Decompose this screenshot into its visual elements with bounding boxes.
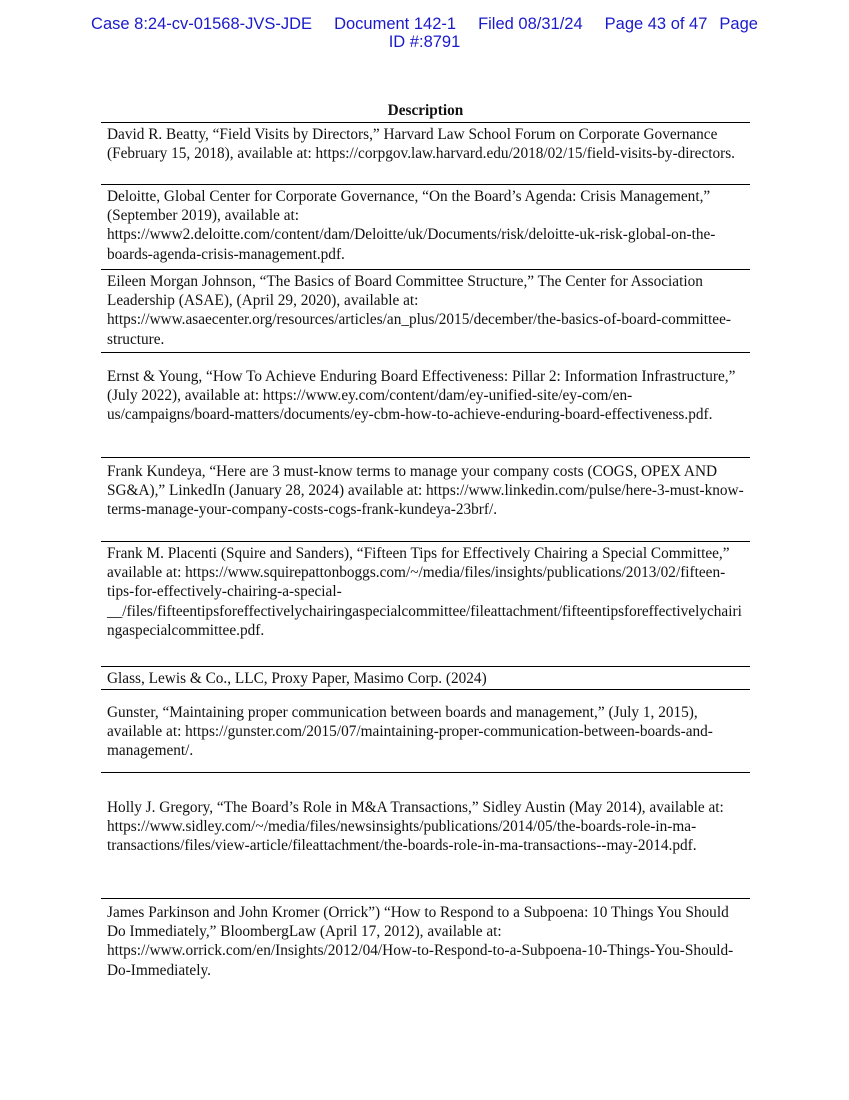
table-row — [101, 667, 750, 690]
table-row — [101, 270, 750, 353]
column-header-description: Description — [101, 101, 750, 123]
page-id-label: Page — [719, 15, 758, 33]
row-text: David R. Beatty, “Field Visits by Directors,” Harvard Law School Forum on Corporate Governance (February 15, 2018), available at: https://corpgov.law.harvard.edu/2018/02/15/field-visits-by-directors. — [107, 126, 736, 163]
case-number: Case 8:24-cv-01568-JVS-JDE — [91, 15, 313, 33]
row-text: Frank M. Placenti (Squire and Sanders), “Fifteen Tips for Effectively Chairing a Special Committee,” available at: https://www.squirepattonboggs.com/~/media/files/insights/publications/2013/02/fifteen-tips-for-effectively-chairing-a-special-__/files/fifteentipsforeffectivelychairingaspecialcommittee/fileattachment/fifteentipsforeffectivelychairingaspecialcommittee.pdf. — [107, 545, 742, 639]
page-number: Page 43 of 47 — [604, 15, 708, 33]
table-row — [101, 690, 750, 773]
row-text: Eileen Morgan Johnson, “The Basics of Board Committee Structure,” The Center for Association Leadership (ASAE), (April 29, 2020), available at: https://www.asaecenter.org/resources/articles/an_plus/2015/december/the-basics-of-board-committee-structure. — [107, 273, 731, 348]
row-text: Frank Kundeya, “Here are 3 must-know terms to manage your company costs (COGS, OPEX AND SG&A),” LinkedIn (January 28, 2024) available at: https://www.linkedin.com/pulse/here-3-must-know-terms-manage-your-company-costs-cogs-frank-kundeya-23brf/. — [107, 463, 744, 519]
row-text: Glass, Lewis & Co., LLC, Proxy Paper, Masimo Corp. (2024) — [107, 670, 487, 687]
table-row — [101, 899, 750, 999]
row-text: Gunster, “Maintaining proper communication between boards and management,” (July 1, 2015), available at: https://gunster.com/2015/07/maintaining-proper-communication-between-boards-and-management/. — [107, 704, 713, 760]
filed-date: Filed 08/31/24 — [478, 15, 583, 33]
header-line-1 — [0, 15, 849, 33]
document-number: Document 142-1 — [334, 15, 457, 33]
table-row — [101, 542, 750, 667]
page-id: ID #:8791 — [388, 33, 461, 51]
table-row — [101, 773, 750, 899]
case-header — [0, 15, 849, 51]
references-table — [101, 101, 750, 999]
row-text: Ernst & Young, “How To Achieve Enduring Board Effectiveness: Pillar 2: Information Infrastructure,” (July 2022), available at: https://www.ey.com/content/dam/ey-unified-site/ey-com/en-us/campaigns/board-matters/documents/ey-cbm-how-to-achieve-enduring-board-effectiveness.pdf. — [107, 368, 736, 424]
table-row — [101, 458, 750, 542]
table-row — [101, 185, 750, 270]
row-text: James Parkinson and John Kromer (Orrick”) “How to Respond to a Subpoena: 10 Things You Should Do Immediately,” BloombergLaw (April 17, 2012), available at: https://www.orrick.com/en/Insights/2012/04/How-to-Respond-to-a-Subpoena-10-Things-You-Should-Do-Immediately. — [107, 904, 734, 979]
row-text: Deloitte, Global Center for Corporate Governance, “On the Board’s Agenda: Crisis Management,” (September 2019), available at: https://www2.deloitte.com/content/dam/Deloitte/uk/Documents/risk/deloitte-uk-risk-global-on-the-boards-agenda-crisis-management.pdf. — [107, 188, 716, 263]
row-text: Holly J. Gregory, “The Board’s Role in M&A Transactions,” Sidley Austin (May 2014), available at: https://www.sidley.com/~/media/files/newsinsights/publications/2014/05/the-boards-role-in-ma-transactions/files/view-article/fileattachment/the-boards-role-in-ma-transactions--may-2014.pdf. — [107, 799, 724, 855]
table-row — [101, 353, 750, 458]
table-row — [101, 123, 750, 185]
